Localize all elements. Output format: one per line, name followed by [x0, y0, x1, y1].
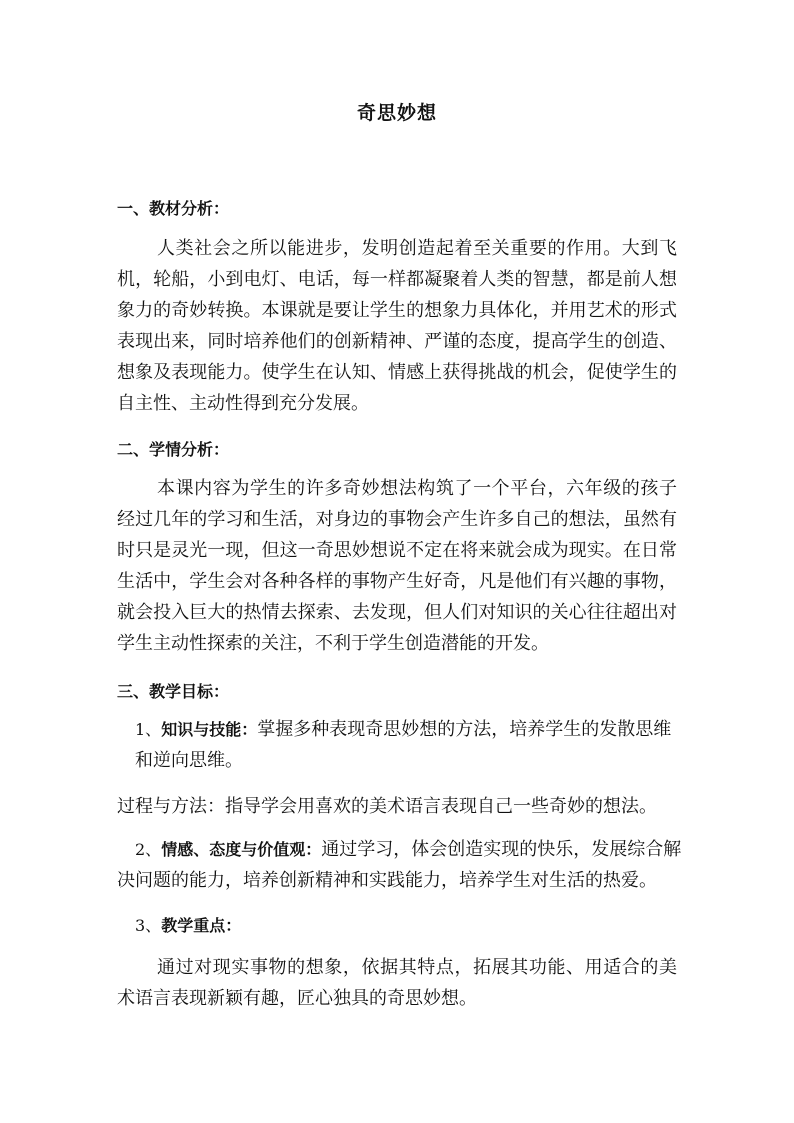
goal-label: 教学重点： [161, 916, 242, 935]
goal-number: 3、 [135, 916, 162, 935]
paragraph-teaching-focus: 通过对现实事物的想象，依据其特点，拓展其功能、用适合的美术语言表现新颖有趣，匠心独具的奇思妙想。 [117, 957, 677, 1009]
goal-knowledge-skills [117, 714, 682, 776]
goal-teaching-focus-heading [117, 910, 682, 941]
section-heading-teaching-goals: 三、教学目标： [117, 682, 230, 701]
goal-text: 通过学习，体会创造实现的快乐，发展综合解决问题的能力，培养创新精神和实践能力，培养学生对生活的热爱。 [117, 839, 682, 891]
goal-emotion-values [117, 834, 682, 896]
process-methods: 过程与方法：指导学会用喜欢的美术语言表现自己一些奇妙的想法。 [117, 796, 657, 817]
section-heading-textbook-analysis: 一、教材分析： [117, 199, 230, 218]
section-heading-student-analysis: 二、学情分析： [117, 440, 230, 459]
goal-number: 2、 [135, 840, 162, 859]
paragraph-textbook-analysis: 人类社会之所以能进步，发明创造起着至关重要的作用。大到飞机，轮船，小到电灯、电话，每一样都凝聚着人类的智慧，都是前人想象力的奇妙转换。本课就是要让学生的想象力具体化，并用艺术的形式表现出来，同时培养他们的创新精神、严谨的态度，提高学生的创造、想象及表现能力。使学生在认知、情感上获得挑战的机会，促使学生的自主性、主动性得到充分发展。 [117, 238, 677, 414]
page-title: 奇思妙想 [356, 102, 437, 124]
paragraph-student-analysis: 本课内容为学生的许多奇妙想法构筑了一个平台，六年级的孩子经过几年的学习和生活，对身边的事物会产生许多自己的想法，虽然有时只是灵光一现，但这一奇思妙想说不定在将来就会成为现实。在日常生活中，学生会对各种各样的事物产生好奇，凡是他们有兴趣的事物，就会投入巨大的热情去探索、去发现，但人们对知识的关心往往超出对学生主动性探索的关注，不利于学生创造潜能的开发。 [117, 478, 677, 654]
goal-text: 掌握多种表现奇思妙想的方法，培养学生的发散思维和逆向思维。 [135, 719, 672, 771]
goal-label: 情感、态度与价值观： [161, 840, 322, 859]
goal-label: 知识与技能： [161, 720, 258, 739]
goal-number: 1、 [135, 720, 162, 739]
